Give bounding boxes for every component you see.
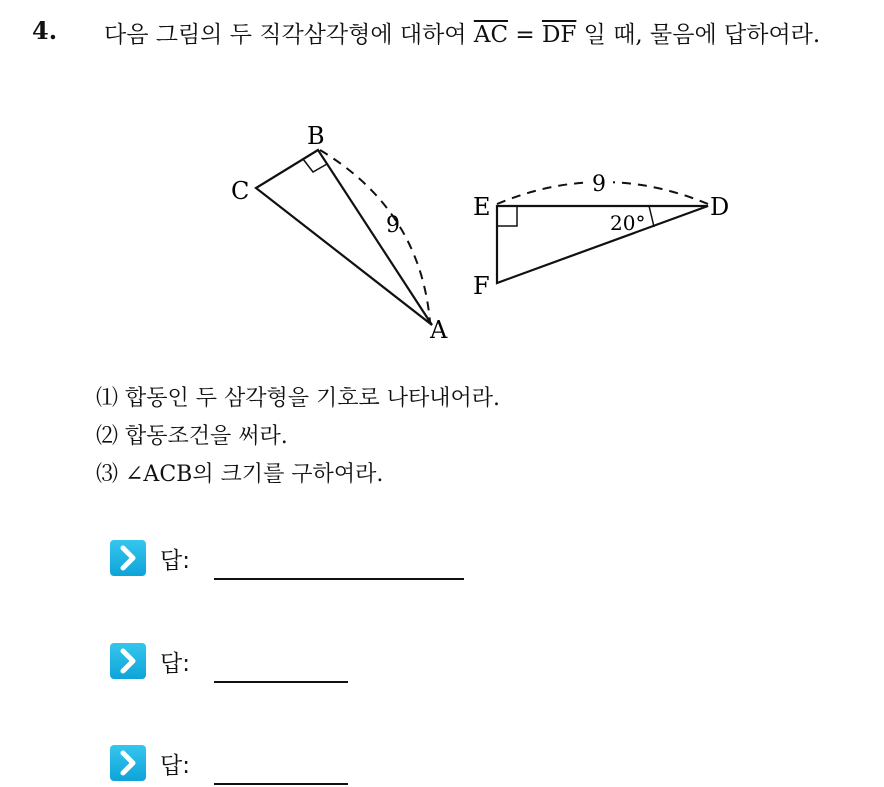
- question-text-part2: 일 때, 물음에 답하여라.: [576, 22, 821, 48]
- answer-label-3: 답:: [160, 753, 190, 779]
- right-angle-mark-b: [303, 159, 327, 172]
- vertex-label-b: B: [307, 122, 325, 150]
- question-number: 4.: [32, 16, 58, 45]
- length-label-ed: 9: [592, 172, 606, 197]
- answer-blank-2[interactable]: [214, 681, 348, 683]
- sub-question-3: ⑶ ∠ACB의 크기를 구하여라.: [96, 462, 384, 487]
- chevron-right-icon: [110, 745, 146, 781]
- answer-label-2: 답:: [160, 651, 190, 677]
- segment-ac: $\overline{AC}$: [473, 22, 509, 48]
- answer-label-1: 답:: [160, 548, 190, 574]
- angle-arc-d: [649, 206, 654, 227]
- segment-df: $\overline{DF}$: [541, 22, 577, 48]
- sub-question-list: [96, 380, 500, 494]
- answer-blank-1[interactable]: [214, 578, 464, 580]
- vertex-label-d: D: [710, 193, 730, 221]
- vertex-label-a: A: [430, 316, 448, 344]
- triangle-abc: [256, 150, 432, 325]
- equals-sign: =: [508, 22, 542, 48]
- vertex-label-c: C: [231, 177, 250, 205]
- question-text: [104, 15, 874, 55]
- question-text-part1: 다음 그림의 두 직각삼각형에 대하여: [104, 22, 474, 48]
- length-label-ab: 9: [386, 213, 400, 238]
- angle-label-d: 20°: [610, 211, 646, 235]
- answer-blank-3[interactable]: [214, 783, 348, 785]
- chevron-right-icon: [110, 540, 146, 576]
- triangle-def: [497, 206, 708, 283]
- triangle-figure: [0, 110, 884, 360]
- sub-question-1: ⑴ 합동인 두 삼각형을 기호로 나타내어라.: [96, 386, 500, 411]
- vertex-label-e: E: [473, 193, 491, 221]
- chevron-right-icon: [110, 643, 146, 679]
- vertex-label-f: F: [473, 272, 490, 300]
- sub-question-2: ⑵ 합동조건을 써라.: [96, 424, 288, 449]
- right-angle-mark-e: [497, 206, 517, 226]
